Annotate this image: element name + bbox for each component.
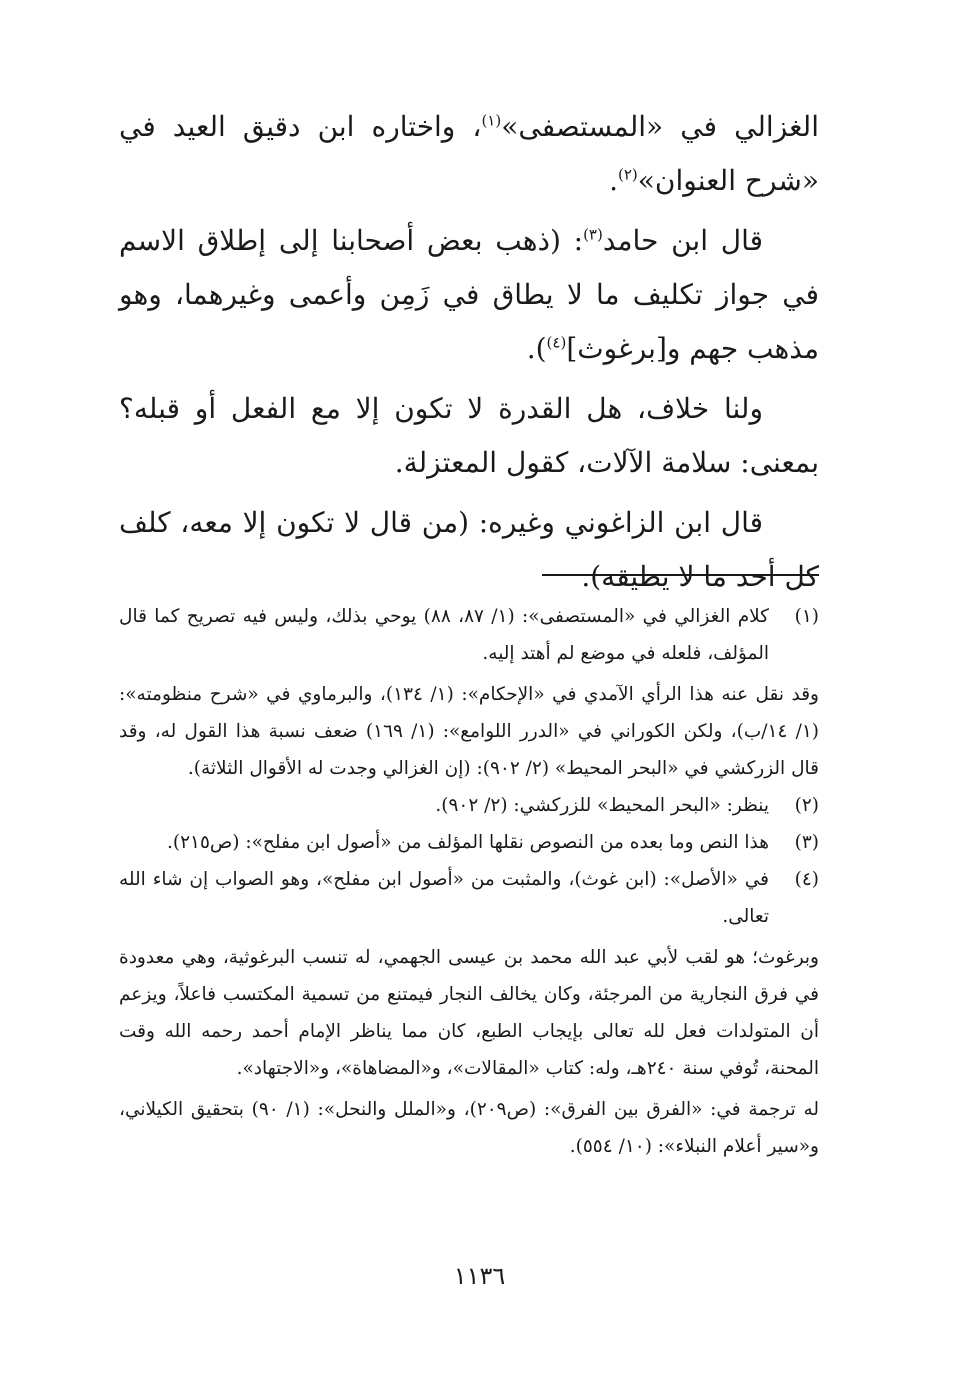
footnote-body: [119, 598, 769, 672]
footnote-4: [119, 861, 819, 935]
footnote-number: (٤): [794, 869, 819, 890]
footnote-ref-1: (١): [481, 111, 502, 130]
footnote-text: كلام الغزالي في «المستصفى»: (١/ ٨٧، ٨٨) يوحي بذلك، وليس فيه تصريح كما قال المؤلف، فلعله في موضع لم أهتد إليه.: [119, 606, 769, 664]
text-run: : (ذهب بعض أصحابنا إلى إطلاق الاسم في جواز تكليف ما لا يطاق في زَمِن وأعمى وغيرهما، وهو مذهب جهم و[برغوث]: [119, 224, 819, 365]
main-text: [119, 100, 819, 604]
paragraph-4: قال ابن الزاغوني وغيره: (من قال لا تكون إلا معه، كلف كل أحد ما لا يطيقه).: [119, 506, 819, 593]
footnote-ref-4: (٤): [546, 333, 567, 352]
text-run: .: [609, 164, 618, 197]
footnote-4-continuation: له ترجمة في: «الفرق بين الفرق»: (ص٢٠٩)، و«الملل والنحل»: (١/ ٩٠) بتحقيق الكيلاني، و«سير أعلام النبلاء»: (١٠/ ٥٥٤).: [119, 1099, 819, 1157]
footnote-body: [119, 824, 769, 861]
footnote-ref-2: (٢): [617, 165, 638, 184]
footnote-text: ينظر: «البحر المحيط» للزركشي: (٢/ ٩٠٢).: [435, 795, 769, 816]
footnote-number: (٣): [794, 832, 819, 853]
paragraph-2: [119, 214, 819, 376]
footnote-number: (١): [794, 606, 819, 627]
footnotes: [119, 598, 819, 1165]
paragraph-1: [119, 100, 819, 208]
footnote-2: [119, 787, 819, 824]
footnote-4-continuation: وبرغوث؛ هو لقب لأبي عبد الله محمد بن عيسى الجهمي، له تنسب البرغوثية، وهي معدودة في فرق النجارية من المرجئة، وكان يخالف النجار فيمتنع من تسمية المكتسب فاعلاً، ويزعم أن المتولدات فعل لله تعالى بإيجاب الطبع، كان مما يناظر الإمام أحمد رحمه الله وقت المحنة، تُوفي سنة ٢٤٠هـ، وله: كتاب «المقالات»، و«المضاهاة»، و«الاجتهاد».: [119, 947, 819, 1079]
footnote-text: هذا النص وما بعده من النصوص نقلها المؤلف من «أصول ابن مفلح»: (ص٢١٥).: [166, 832, 769, 853]
paragraph-3: ولنا خلاف، هل القدرة لا تكون إلا مع الفعل أو قبله؟ بمعنى: سلامة الآلات، كقول المعتزلة.: [119, 392, 819, 479]
footnote-separator: [542, 574, 819, 576]
page-number: ١١٣٦: [453, 1262, 506, 1290]
footnote-3: [119, 824, 819, 861]
text-run: قال ابن حامد: [602, 224, 764, 257]
footnote-text: في «الأصل»: (ابن غوث)، والمثبت من «أصول ابن مفلح»، وهو الصواب إن شاء الله تعالى.: [119, 869, 769, 927]
text-run: الغزالي في «المستصفى»: [501, 110, 819, 143]
footnote-1-continuation: وقد نقل عنه هذا الرأي الآمدي في «الإحكام»: (١/ ١٣٤)، والبرماوي في «شرح منظومته»: (١/ ١٤/ب)، ولكن الكوراني في «الدرر اللوامع»: (١/ ١٦٩) ضعف نسبة هذا القول له، وقد قال الزركشي في «البحر المحيط» (٢/ ٩٠٢): (إن الغزالي وجدت له الأقوال الثلاثة).: [119, 684, 819, 779]
footnote-1: [119, 598, 819, 672]
footnote-body: [119, 787, 769, 824]
footnote-body: [119, 861, 769, 935]
footnote-ref-3: (٣): [583, 225, 603, 244]
text-run: ).: [526, 332, 547, 365]
footnote-number: (٢): [794, 795, 819, 816]
text-run: ، واختاره ابن دقيق العيد في «شرح العنوان»: [119, 110, 819, 197]
